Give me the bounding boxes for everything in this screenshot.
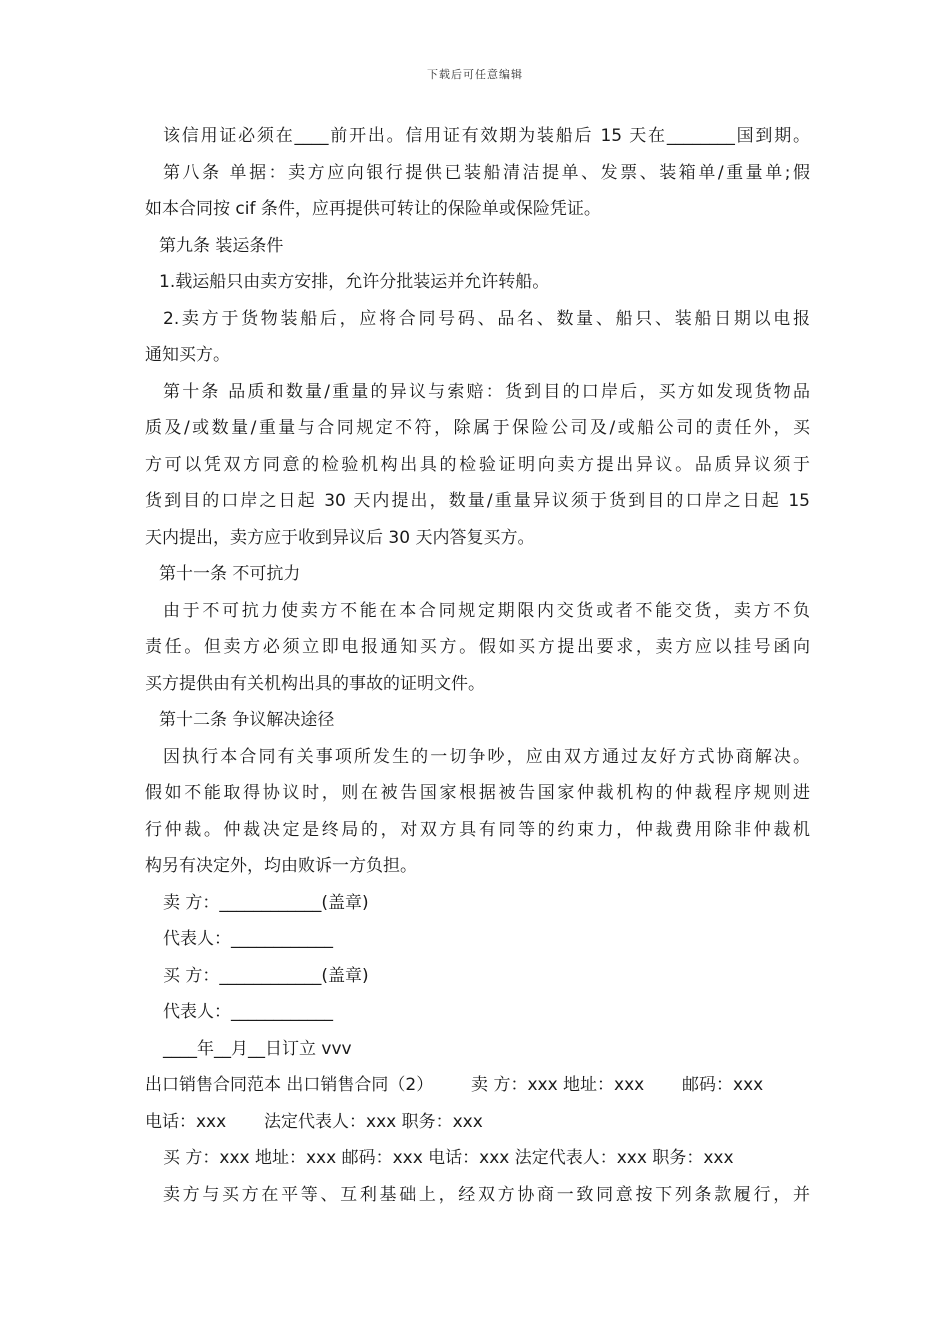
section-heading: 第十一条 不可抗力	[159, 564, 301, 584]
paragraph-line: 卖方与买方在平等、互利基础上，经双方协商一致同意按下列条款履行，并	[163, 1184, 810, 1205]
paragraph-line: 假如不能取得协议时，则在被告国家根据被告国家仲裁机构的仲裁程序规则进	[145, 783, 810, 803]
page-header-note: 下载后可任意编辑	[427, 68, 523, 81]
paragraph-line: 方可以凭双方同意的检验机构出具的检验证明向卖方提出异议。品质异议须于	[145, 454, 810, 475]
paragraph-line: 该信用证必须在____前开出。信用证有效期为装船后 15 天在________国到期。	[163, 126, 810, 146]
document-body	[145, 118, 810, 1213]
paragraph-line: 通知买方。	[145, 345, 230, 365]
paragraph-line: 构另有决定外，均由败诉一方负担。	[145, 856, 417, 876]
buyer-representative-line: 代表人：____________	[163, 1002, 333, 1022]
contract-title-line: 出口销售合同范本 出口销售合同（2） 卖 方：xxx 地址：xxx 邮码：xxx	[145, 1075, 764, 1095]
paragraph-line: 由于不可抗力使卖方不能在本合同规定期限内交货或者不能交货，卖方不负	[163, 600, 810, 621]
paragraph-line: 2.卖方于货物装船后，应将合同号码、品名、数量、船只、装船日期以电报	[163, 308, 810, 329]
seller-signature-line: 卖 方：____________(盖章)	[163, 892, 369, 913]
paragraph-line: 因执行本合同有关事项所发生的一切争吵，应由双方通过友好方式协商解决。	[163, 746, 810, 767]
section-heading: 第九条 装运条件	[159, 235, 284, 256]
seller-representative-line: 代表人：____________	[163, 929, 333, 949]
paragraph-line: 1.载运船只由卖方安排，允许分批装运并允许转船。	[159, 272, 550, 292]
paragraph-line: 第八条 单据：卖方应向银行提供已装船清洁提单、发票、装箱单/重量单;假	[163, 162, 810, 183]
buyer-signature-line: 买 方：____________(盖章)	[163, 965, 369, 986]
paragraph-line: 如本合同按 cif 条件，应再提供可转让的保险单或保险凭证。	[145, 199, 601, 219]
paragraph-line: 货到目的口岸之日起 30 天内提出，数量/重量异议须于货到目的口岸之日起 15	[145, 491, 810, 511]
paragraph-line: 天内提出，卖方应于收到异议后 30 天内答复买方。	[145, 527, 535, 548]
paragraph-line: 质及/或数量/重量与合同规定不符，除属于保险公司及/或船公司的责任外，买	[145, 418, 810, 438]
seller-contact-line: 电话：xxx 法定代表人：xxx 职务：xxx	[145, 1111, 483, 1132]
paragraph-line: 买方提供由有关机构出具的事故的证明文件。	[145, 673, 485, 694]
paragraph-line: 责任。但卖方必须立即电报通知买方。假如买方提出要求，卖方应以挂号函向	[145, 637, 810, 657]
paragraph-line: 第十条 品质和数量/重量的异议与索赔：货到目的口岸后，买方如发现货物品	[163, 381, 810, 402]
date-line: ____年__月__日订立 vvv	[163, 1038, 352, 1059]
section-heading: 第十二条 争议解决途径	[159, 710, 335, 730]
paragraph-line: 行仲裁。仲裁决定是终局的，对双方具有同等的约束力，仲裁费用除非仲裁机	[145, 819, 810, 840]
buyer-contact-line: 买 方：xxx 地址：xxx 邮码：xxx 电话：xxx 法定代表人：xxx 职务：xxx	[163, 1148, 734, 1168]
